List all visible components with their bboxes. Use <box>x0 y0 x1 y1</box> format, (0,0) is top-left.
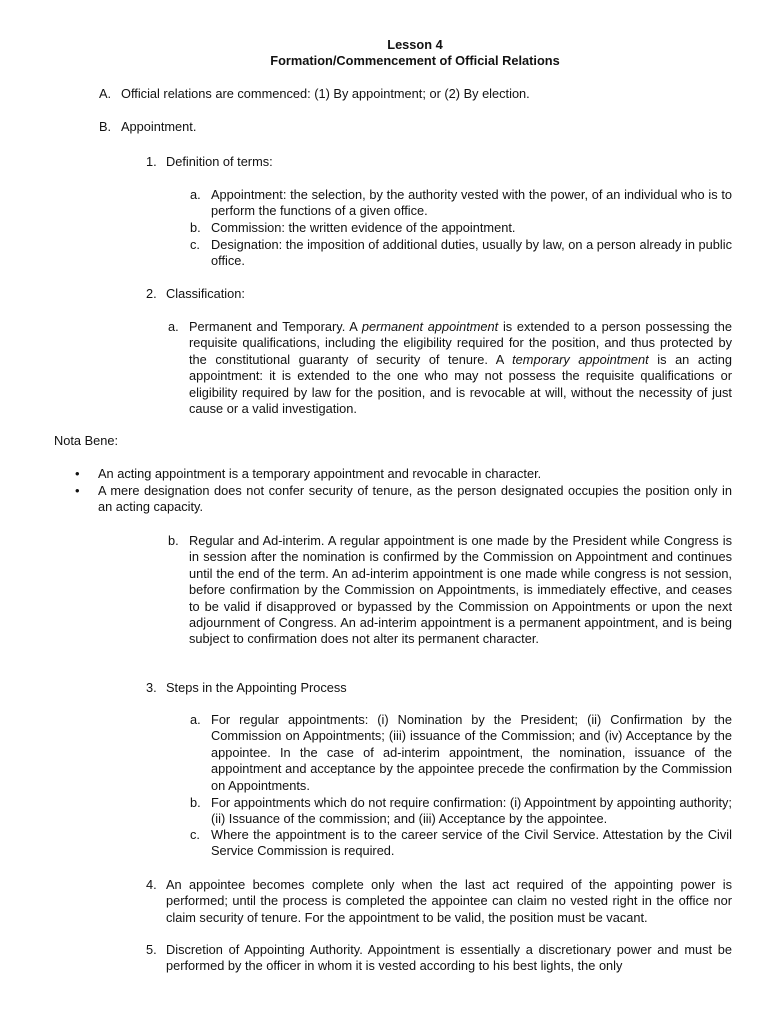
item-2a-marker: a. <box>168 319 179 334</box>
item-3a-text: For regular appointments: (i) Nomination by the President; (ii) Confirmation by the Commission on Appointments; (iii) issuance of the Commission; and (iv) Acceptance by the appointee. In the case of ad-interim appointment, the nomination, issuance of the appointment and acceptance by the appointee precede the confirmation by the Commission on Appointments. <box>211 712 732 793</box>
item-1c-text: Designation: the imposition of additional duties, usually by law, on a person already in public office. <box>211 237 732 269</box>
item-2a-text: Permanent and Temporary. A permanent appointment is extended to a person possessing the requisite qualifications, including the eligibility required for the position, and thus protected by the constitutional guaranty of security of tenure. A temporary appointment is an acting appointment: it is extended to the one who may not possess the requisite qualifications or eligibility required by law for the position, and is revocable at will, without the necessity of just cause or a valid investigation. <box>189 319 733 417</box>
item-3-text: Steps in the Appointing Process <box>166 680 347 695</box>
item-2-text: Classification: <box>166 286 245 301</box>
permanent-appointment-term: permanent appointment <box>361 319 499 334</box>
nota-bene-bullet-2: A mere designation does not confer security of tenure, as the person designated occupies the position only in an acting capacity. <box>98 483 732 515</box>
item-4-marker: 4. <box>146 877 157 892</box>
item-1a-marker: a. <box>190 187 201 202</box>
item-2b-text: Regular and Ad-interim. A regular appointment is one made by the President while Congress is in session after the nomination is confirmed by the Commission on Appointment and continues until the end of the term. An ad-interim appointment is one made while congress is not session, before confirmation by the Commission on Appointments, is immediately effective, and ceases to be valid if disapproved or bypassed by the Commission on Appointments or upon the next adjournment of Congress. An ad-interim appointment is a permanent appointment, and is being subject to confirmation does not alter its permanent character. <box>189 533 732 647</box>
item-1-marker: 1. <box>146 154 157 169</box>
item-3-marker: 3. <box>146 680 157 695</box>
item-1b-marker: b. <box>190 220 201 235</box>
item-4-text: An appointee becomes complete only when the last act required of the appointing power is performed; until the process is completed the appointee can claim no vested right in the office nor claim security of tenure. For the appointment to be valid, the position must be vacant. <box>166 877 732 925</box>
item-3c-marker: c. <box>190 827 200 842</box>
item-3b-marker: b. <box>190 795 201 810</box>
bullet-icon: • <box>75 483 80 498</box>
temporary-appointment-term: temporary appointment <box>512 351 649 367</box>
section-a-text: Official relations are commenced: (1) By appointment; or (2) By election. <box>121 86 530 101</box>
item-2b-marker: b. <box>168 533 179 548</box>
section-a-marker: A. <box>99 86 112 101</box>
nota-bene-bullet-1: An acting appointment is a temporary appointment and revocable in character. <box>98 466 542 481</box>
item-3a-marker: a. <box>190 712 201 727</box>
lesson-number: Lesson 4 <box>387 37 443 52</box>
item-3c-text: Where the appointment is to the career service of the Civil Service. Attestation by the Civil Service Commission is required. <box>211 827 732 859</box>
lesson-title: Formation/Commencement of Official Relations <box>270 53 560 68</box>
item-1c-marker: c. <box>190 237 200 252</box>
item-3b-text: For appointments which do not require confirmation: (i) Appointment by appointing authority; (ii) Issuance of the commission; and (iii) Acceptance by the appointee. <box>211 795 732 827</box>
item-1b-text: Commission: the written evidence of the appointment. <box>211 220 516 235</box>
item-1-text: Definition of terms: <box>166 154 273 169</box>
section-b-marker: B. <box>99 119 112 134</box>
nota-bene-label: Nota Bene: <box>54 433 119 448</box>
item-1a-text: Appointment: the selection, by the authority vested with the power, of an individual who is to perform the functions of a given office. <box>211 187 732 219</box>
item-5-text: Discretion of Appointing Authority. Appointment is essentially a discretionary power and must be performed by the officer in whom it is vested according to his best lights, the only <box>166 942 732 974</box>
section-b-text: Appointment. <box>121 119 197 134</box>
item-5-marker: 5. <box>146 942 157 957</box>
item-2-marker: 2. <box>146 286 157 301</box>
bullet-icon: • <box>75 466 80 481</box>
